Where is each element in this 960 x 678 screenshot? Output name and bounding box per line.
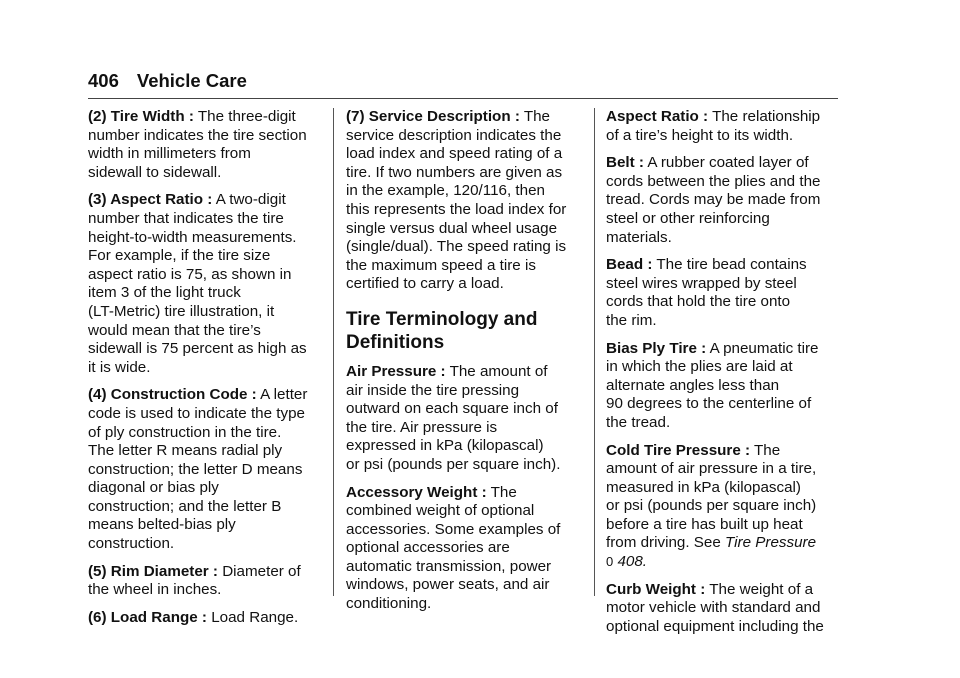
xref-page-number[interactable]: 408.	[617, 553, 648, 571]
header-rule	[88, 98, 838, 99]
entry-service-description: (7) Service Description : The service description indicates the load index and speed rating of a tire. If two numbers are given as in the example, 120/116, then this represents the load index for single versus dual wheel usage (single/dual). The speed rating is the maximum speed a tire is certified to carry a load.	[346, 108, 567, 293]
column-3	[606, 108, 842, 645]
page-number: 406	[88, 70, 119, 91]
term: (7) Service Description :	[346, 108, 520, 125]
page-header	[88, 70, 247, 92]
entry-accessory-weight: Accessory Weight : The combined weight of optional accessories. Some examples of optional accessories are automatic transmission, power windows, power seats, and air conditioning.	[346, 483, 561, 613]
entry-aspect-ratio: (3) Aspect Ratio : A two-digit number that indicates the tire height-to-width measurements. For example, if the tire size aspect ratio is 75, as shown in item 3 of the light truck (LT-Metric) tire illustration, it would mean that the tire’s sidewall is 75 percent as high as it is wide.	[88, 191, 307, 376]
entry-aspect-ratio-def: Aspect Ratio : The relationship of a tire’s height to its width.	[606, 108, 821, 144]
section-title: Vehicle Care	[136, 70, 247, 91]
term: (5) Rim Diameter :	[88, 562, 218, 580]
term: Aspect Ratio :	[606, 108, 709, 125]
entry-belt: Belt : A rubber coated layer of cords between the plies and the tread. Cords may be made from steel or other reinforcing materials.	[606, 154, 821, 246]
entry-air-pressure: Air Pressure : The amount of air inside the tire pressing outward on each square inch of the tire. Air pressure is expressed in kPa (kilopascal) or psi (pounds per square inch).	[346, 362, 561, 473]
term: (4) Construction Code :	[88, 386, 257, 404]
term: Bias Ply Tire :	[606, 339, 707, 357]
entry-rim-diameter: (5) Rim Diameter : Diameter of the wheel in inches.	[88, 562, 301, 599]
term: Bead :	[606, 256, 653, 274]
column-divider-2	[594, 108, 595, 596]
entry-construction-code: (4) Construction Code : A letter code is used to indicate the type of ply construction in the tire. The letter R means radial ply construction; the letter D means diagonal or bias ply construction; and the letter B means belted-bias ply construction.	[88, 386, 308, 553]
page-reference-icon: 0	[606, 554, 614, 570]
entry-bead: Bead : The tire bead contains steel wires wrapped by steel cords that hold the tire onto the rim.	[606, 256, 807, 329]
entry-load-range: (6) Load Range : Load Range.	[88, 608, 299, 626]
term: Belt :	[606, 154, 644, 172]
entry-cold-tire-pressure: Cold Tire Pressure : The amount of air pressure in a tire, measured in kPa (kilopascal) or psi (pounds per square inch) before a tire has built up heat from driving. See Tire Pressure 0 408.	[606, 441, 817, 571]
term: Air Pressure :	[346, 362, 446, 380]
term: Cold Tire Pressure :	[606, 441, 751, 459]
column-2	[346, 108, 582, 623]
entry-tire-width: (2) Tire Width : The three-digit number indicates the tire section width in millimeters from sidewall to sidewall.	[88, 108, 307, 181]
term: (3) Aspect Ratio :	[88, 191, 213, 209]
term: (2) Tire Width :	[88, 108, 194, 125]
term: Accessory Weight :	[346, 483, 487, 501]
entry-bias-ply-tire: Bias Ply Tire : A pneumatic tire in which the plies are laid at alternate angles less than 90 degrees to the centerline of the tread.	[606, 339, 819, 431]
term: (6) Load Range :	[88, 608, 207, 626]
section-heading: Tire Terminology and Definitions	[346, 308, 538, 353]
xref-link-tire-pressure[interactable]: Tire Pressure	[725, 534, 817, 552]
column-1	[88, 108, 320, 636]
column-divider-1	[333, 108, 334, 596]
term: Curb Weight :	[606, 580, 706, 598]
entry-curb-weight: Curb Weight : The weight of a motor vehicle with standard and optional equipment including the	[606, 580, 824, 635]
